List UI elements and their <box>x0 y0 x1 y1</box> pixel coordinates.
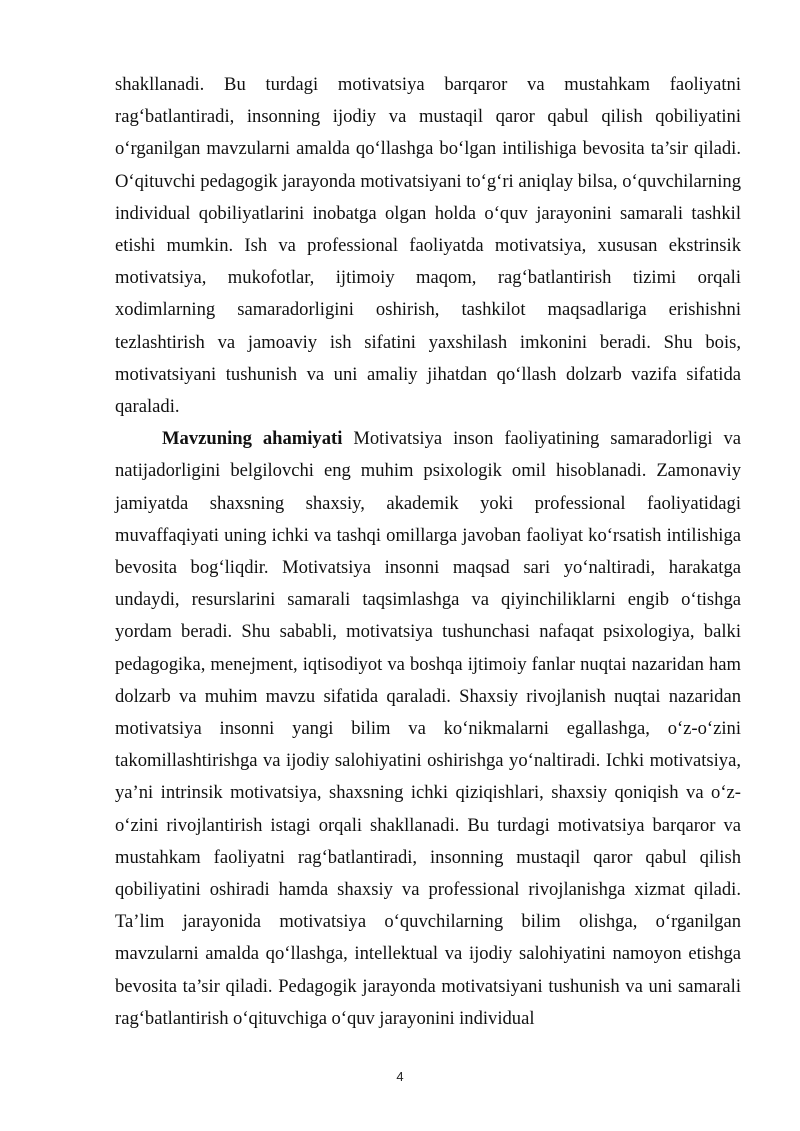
body-paragraph: shakllanadi. Bu turdagi motivatsiya barqaror va mustahkam faoliyatni rag‘batlantiradi, insonning ijodiy va mustaqil qaror qabul qilish qobiliyatini o‘rganilgan mavzularni amalda qo‘llashga bo‘lgan intilishiga bevosita ta’sir qiladi. O‘qituvchi pedagogik jarayonda motivatsiyani to‘g‘ri aniqlay bilsa, o‘quvchilarning individual qobiliyatlarini inobatga olgan holda o‘quv jarayonini samarali tashkil etishi mumkin. Ish va professional faoliyatda motivatsiya, xususan ekstrinsik motivatsiya, mukofotlar, ijtimoiy maqom, rag‘batlantirish tizimi orqali xodimlarning samaradorligini oshirish, tashkilot maqsadlariga erishishni tezlashtirish va jamoaviy ish sifatini yaxshilash imkonini beradi. Shu bois, motivatsiyani tushunish va uni amaliy jihatdan qo‘llash dolzarb vazifa sifatida qaraladi. <box>115 74 741 418</box>
body-paragraph-significance <box>115 423 741 1035</box>
document-page <box>115 69 741 1035</box>
section-lead-heading: Mavzuning ahamiyati <box>162 428 343 450</box>
section-body-text: Motivatsiya inson faoliyatining samaradorligi va natijadorligini belgilovchi eng muhim psixologik omil hisoblanadi. Zamonaviy jamiyatda shaxsning shaxsiy, akademik yoki professional faoliyatidagi muvaffaqiyati uning ichki va tashqi omillarga javoban faoliyat ko‘rsatish intilishiga bevosita bog‘liqdir. Motivatsiya insonni maqsad sari yo‘naltiradi, harakatga undaydi, resurslarini samarali taqsimlashga va qiyinchiliklarni engib o‘tishga yordam beradi. Shu sababli, motivatsiya tushunchasi nafaqat psixologiya, balki pedagogika, menejment, iqtisodiyot va boshqa ijtimoiy fanlar nuqtai nazaridan ham dolzarb va muhim mavzu sifatida qaraladi. Shaxsiy rivojlanish nuqtai nazaridan motivatsiya insonni yangi bilim va ko‘nikmalarni egallashga, o‘z-o‘zini takomillashtirishga va ijodiy salohiyatini oshirishga yo‘naltiradi. Ichki motivatsiya, ya’ni intrinsik motivatsiya, shaxsning ichki qiziqishlari, shaxsiy qoniqish va o‘z-o‘zini rivojlantirish istagi orqali shakllanadi. Bu turdagi motivatsiya barqaror va mustahkam faoliyatni rag‘batlantiradi, insonning mustaqil qaror qabul qilish qobiliyatini oshiradi hamda shaxsiy va professional rivojlanishga xizmat qiladi. Ta’lim jarayonida motivatsiya o‘quvchilarning bilim olishga, o‘rganilgan mavzularni amalda qo‘llashga, intellektual va ijodiy salohiyatini namoyon etishga bevosita ta’sir qiladi. Pedagogik jarayonda motivatsiyani tushunish va uni samarali rag‘batlantirish o‘qituvchiga o‘quv jarayonini individual <box>115 428 742 1029</box>
page-number: 4 <box>396 1069 404 1084</box>
